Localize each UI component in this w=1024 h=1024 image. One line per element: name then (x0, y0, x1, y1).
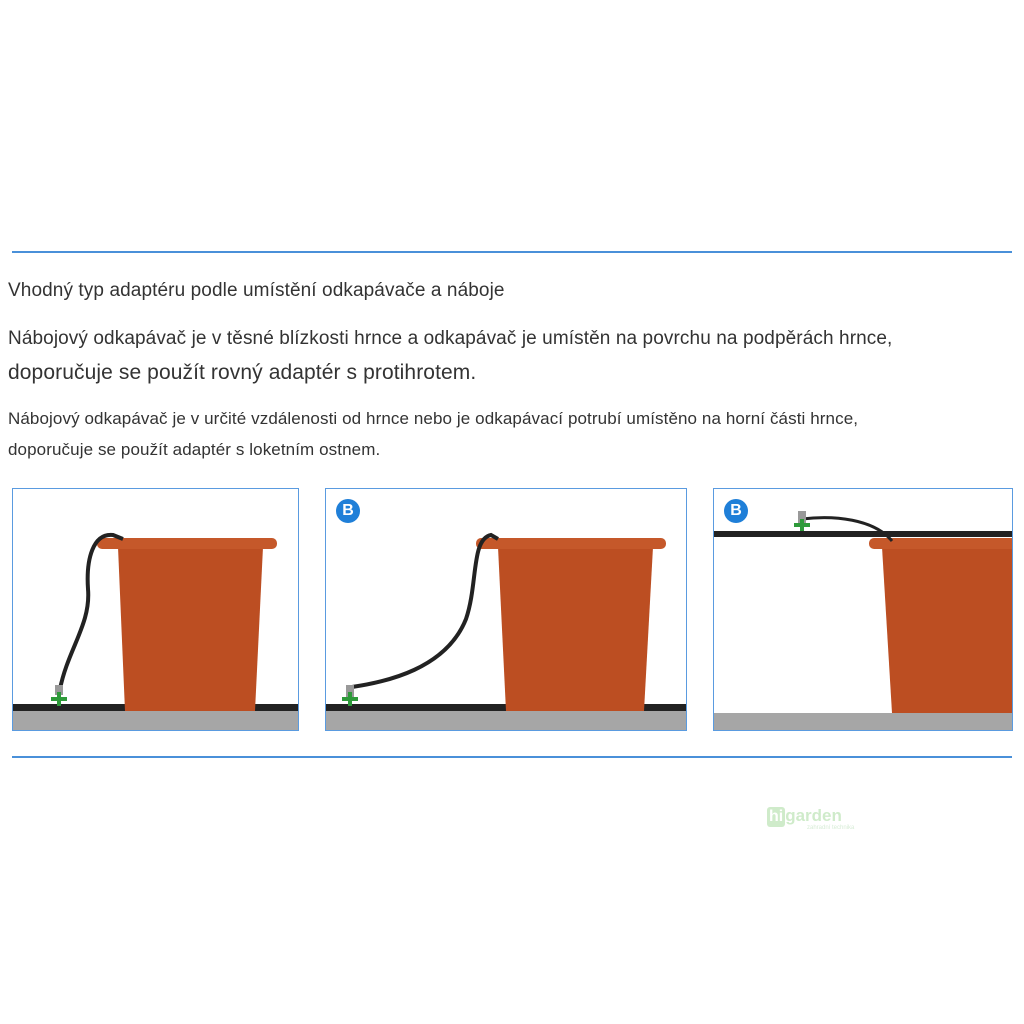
flower-pot (498, 547, 653, 711)
logo-tagline: zahradní technika (807, 825, 855, 831)
paragraph-1-line-2: doporučuje se použít rovný adaptér s protihrotem. (8, 361, 477, 384)
paragraph-1-line-1: Nábojový odkapávač je v těsné blízkosti hrnce a odkapávač je umístěn na povrchu na podpěrách hrnce, (8, 328, 893, 349)
connector-vertical (57, 692, 61, 706)
paragraph-2-line-1: Nábojový odkapávač je v určité vzdálenosti od hrnce nebo je odkapávací potrubí umístěno na horní části hrnce, (8, 409, 859, 428)
micro-tube (352, 535, 498, 687)
flower-pot (882, 547, 1013, 713)
badge-b: B (336, 499, 360, 523)
bottom-divider (12, 756, 1012, 758)
logo-garden: garden (785, 806, 842, 825)
pot-drip-illustration-a (13, 489, 299, 731)
ground (326, 711, 687, 731)
section-heading: Vhodný typ adaptéru podle umístění odkapávače a náboje (8, 280, 505, 301)
top-divider (12, 251, 1012, 253)
badge-b: B (724, 499, 748, 523)
ground (13, 711, 299, 731)
flower-pot (118, 547, 263, 711)
illustration-panel-elbow-adapter (325, 488, 687, 731)
illustration-panel-straight-adapter (12, 488, 299, 731)
connector-vertical (348, 692, 352, 706)
micro-tube (802, 518, 892, 541)
drip-pipe (714, 531, 1013, 537)
pot-drip-illustration-c (714, 489, 1013, 731)
ground (714, 713, 1013, 731)
logo-hi: hi (769, 808, 784, 825)
pot-drip-illustration-b (326, 489, 687, 731)
illustration-panel-pipe-on-top (713, 488, 1013, 731)
paragraph-2-line-2: doporučuje se použít adaptér s loketním ostnem. (8, 440, 381, 459)
connector-vertical (800, 519, 804, 531)
pot-rim (97, 538, 277, 549)
micro-tube (60, 535, 123, 689)
higarden-logo (767, 806, 854, 831)
pot-rim (476, 538, 666, 549)
